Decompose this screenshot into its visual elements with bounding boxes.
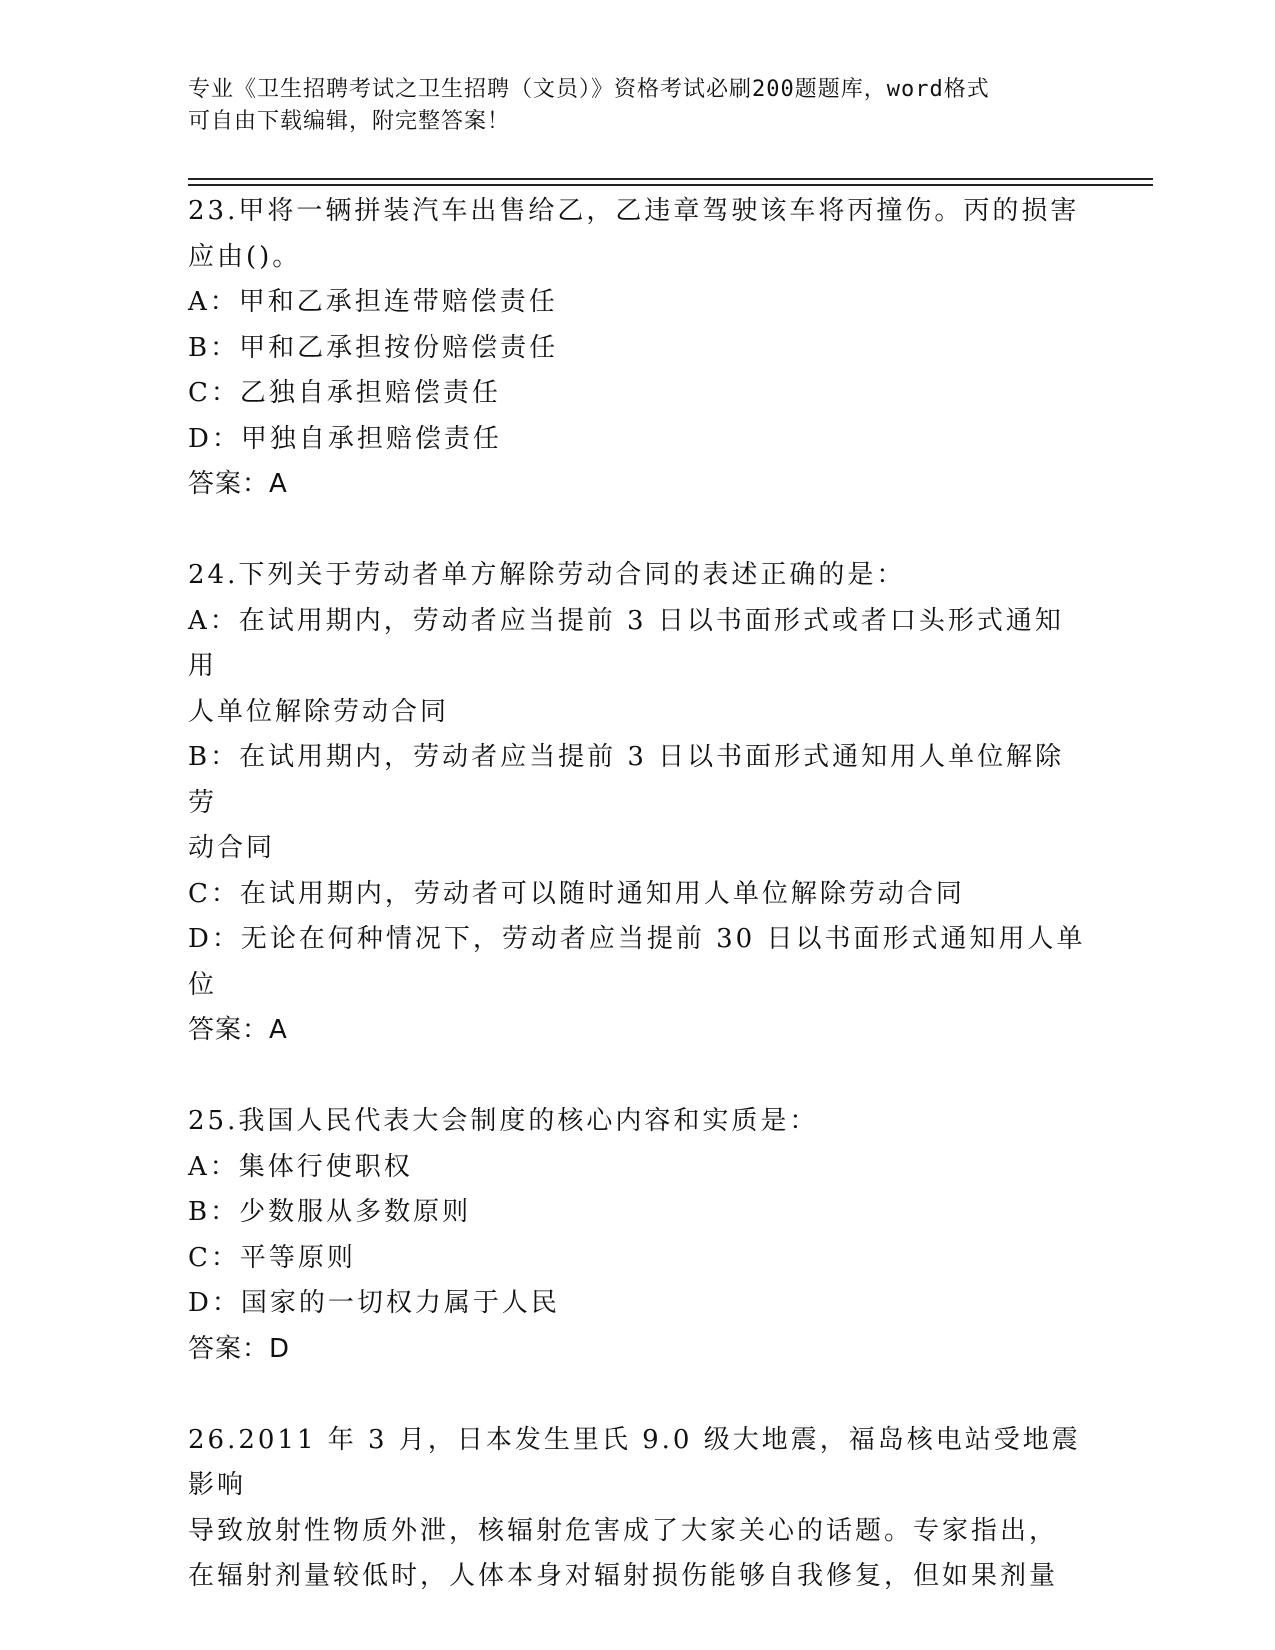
option-d: D：甲独自承担赔偿责任 [188,423,502,454]
spacer [188,1054,1088,1100]
spacer [188,1372,1088,1418]
question-stem-line: 25.我国人民代表大会制度的核心内容和实质是： [188,1106,819,1136]
answer-line: 答案：A [188,469,288,499]
option-b-continued: 动合同 [188,833,276,863]
option-d: D：无论在何种情况下，劳动者应当提前 30 日以书面形式通知用人单 [188,924,1086,954]
option-b: B：在试用期内，劳动者应当提前 3 日以书面形式通知用人单位解除劳 [188,742,1065,818]
question-list [188,189,1088,1600]
question-stem-line: 24.下列关于劳动者单方解除劳动合同的表述正确的是： [188,560,906,590]
question-stem-line: 23.甲将一辆拼装汽车出售给乙，乙违章驾驶该车将丙撞伤。丙的损害 [188,196,1080,226]
option-b: B：甲和乙承担按份赔偿责任 [188,332,559,363]
question-stem-line: 26.2011 年 3 月，日本发生里氏 9.0 级大地震，福岛核电站受地震影响 [188,1424,1081,1500]
header-divider-top [188,178,1153,180]
question-25 [188,1099,1088,1372]
option-a: A：在试用期内，劳动者应当提前 3 日以书面形式或者口头形式通知用 [188,605,1064,681]
option-d: D：国家的一切权力属于人民 [188,1288,560,1318]
option-c: C：乙独自承担赔偿责任 [188,378,501,408]
option-a: A：集体行使职权 [188,1151,413,1182]
answer-line: 答案：D [188,1333,291,1364]
option-c: C：平等原则 [188,1242,356,1273]
question-stem-line: 在辐射剂量较低时，人体本身对辐射损伤能够自我修复，但如果剂量 [188,1561,1059,1591]
header-line-1: 专业《卫生招聘考试之卫生招聘（文员）》资格考试必刷200题题库，word格式 [188,77,990,102]
question-24 [188,553,1088,1054]
question-26 [188,1418,1088,1600]
option-b: B：少数服从多数原则 [188,1197,472,1227]
option-a-continued: 人单位解除劳动合同 [188,696,450,727]
option-a: A：甲和乙承担连带赔偿责任 [188,287,558,317]
header-divider-bottom [188,184,1153,186]
option-c: C：在试用期内，劳动者可以随时通知用人单位解除劳动合同 [188,878,965,909]
question-stem-line: 导致放射性物质外泄，核辐射危害成了大家关心的话题。专家指出， [188,1515,1059,1546]
header-line-2: 可自由下载编辑，附完整答案！ [188,109,511,134]
option-d-continued: 位 [188,969,218,1000]
question-23 [188,189,1088,508]
spacer [188,508,1088,554]
answer-line: 答案：A [188,1015,288,1045]
question-stem-line: 应由()。 [188,241,302,272]
document-header [188,74,1068,138]
